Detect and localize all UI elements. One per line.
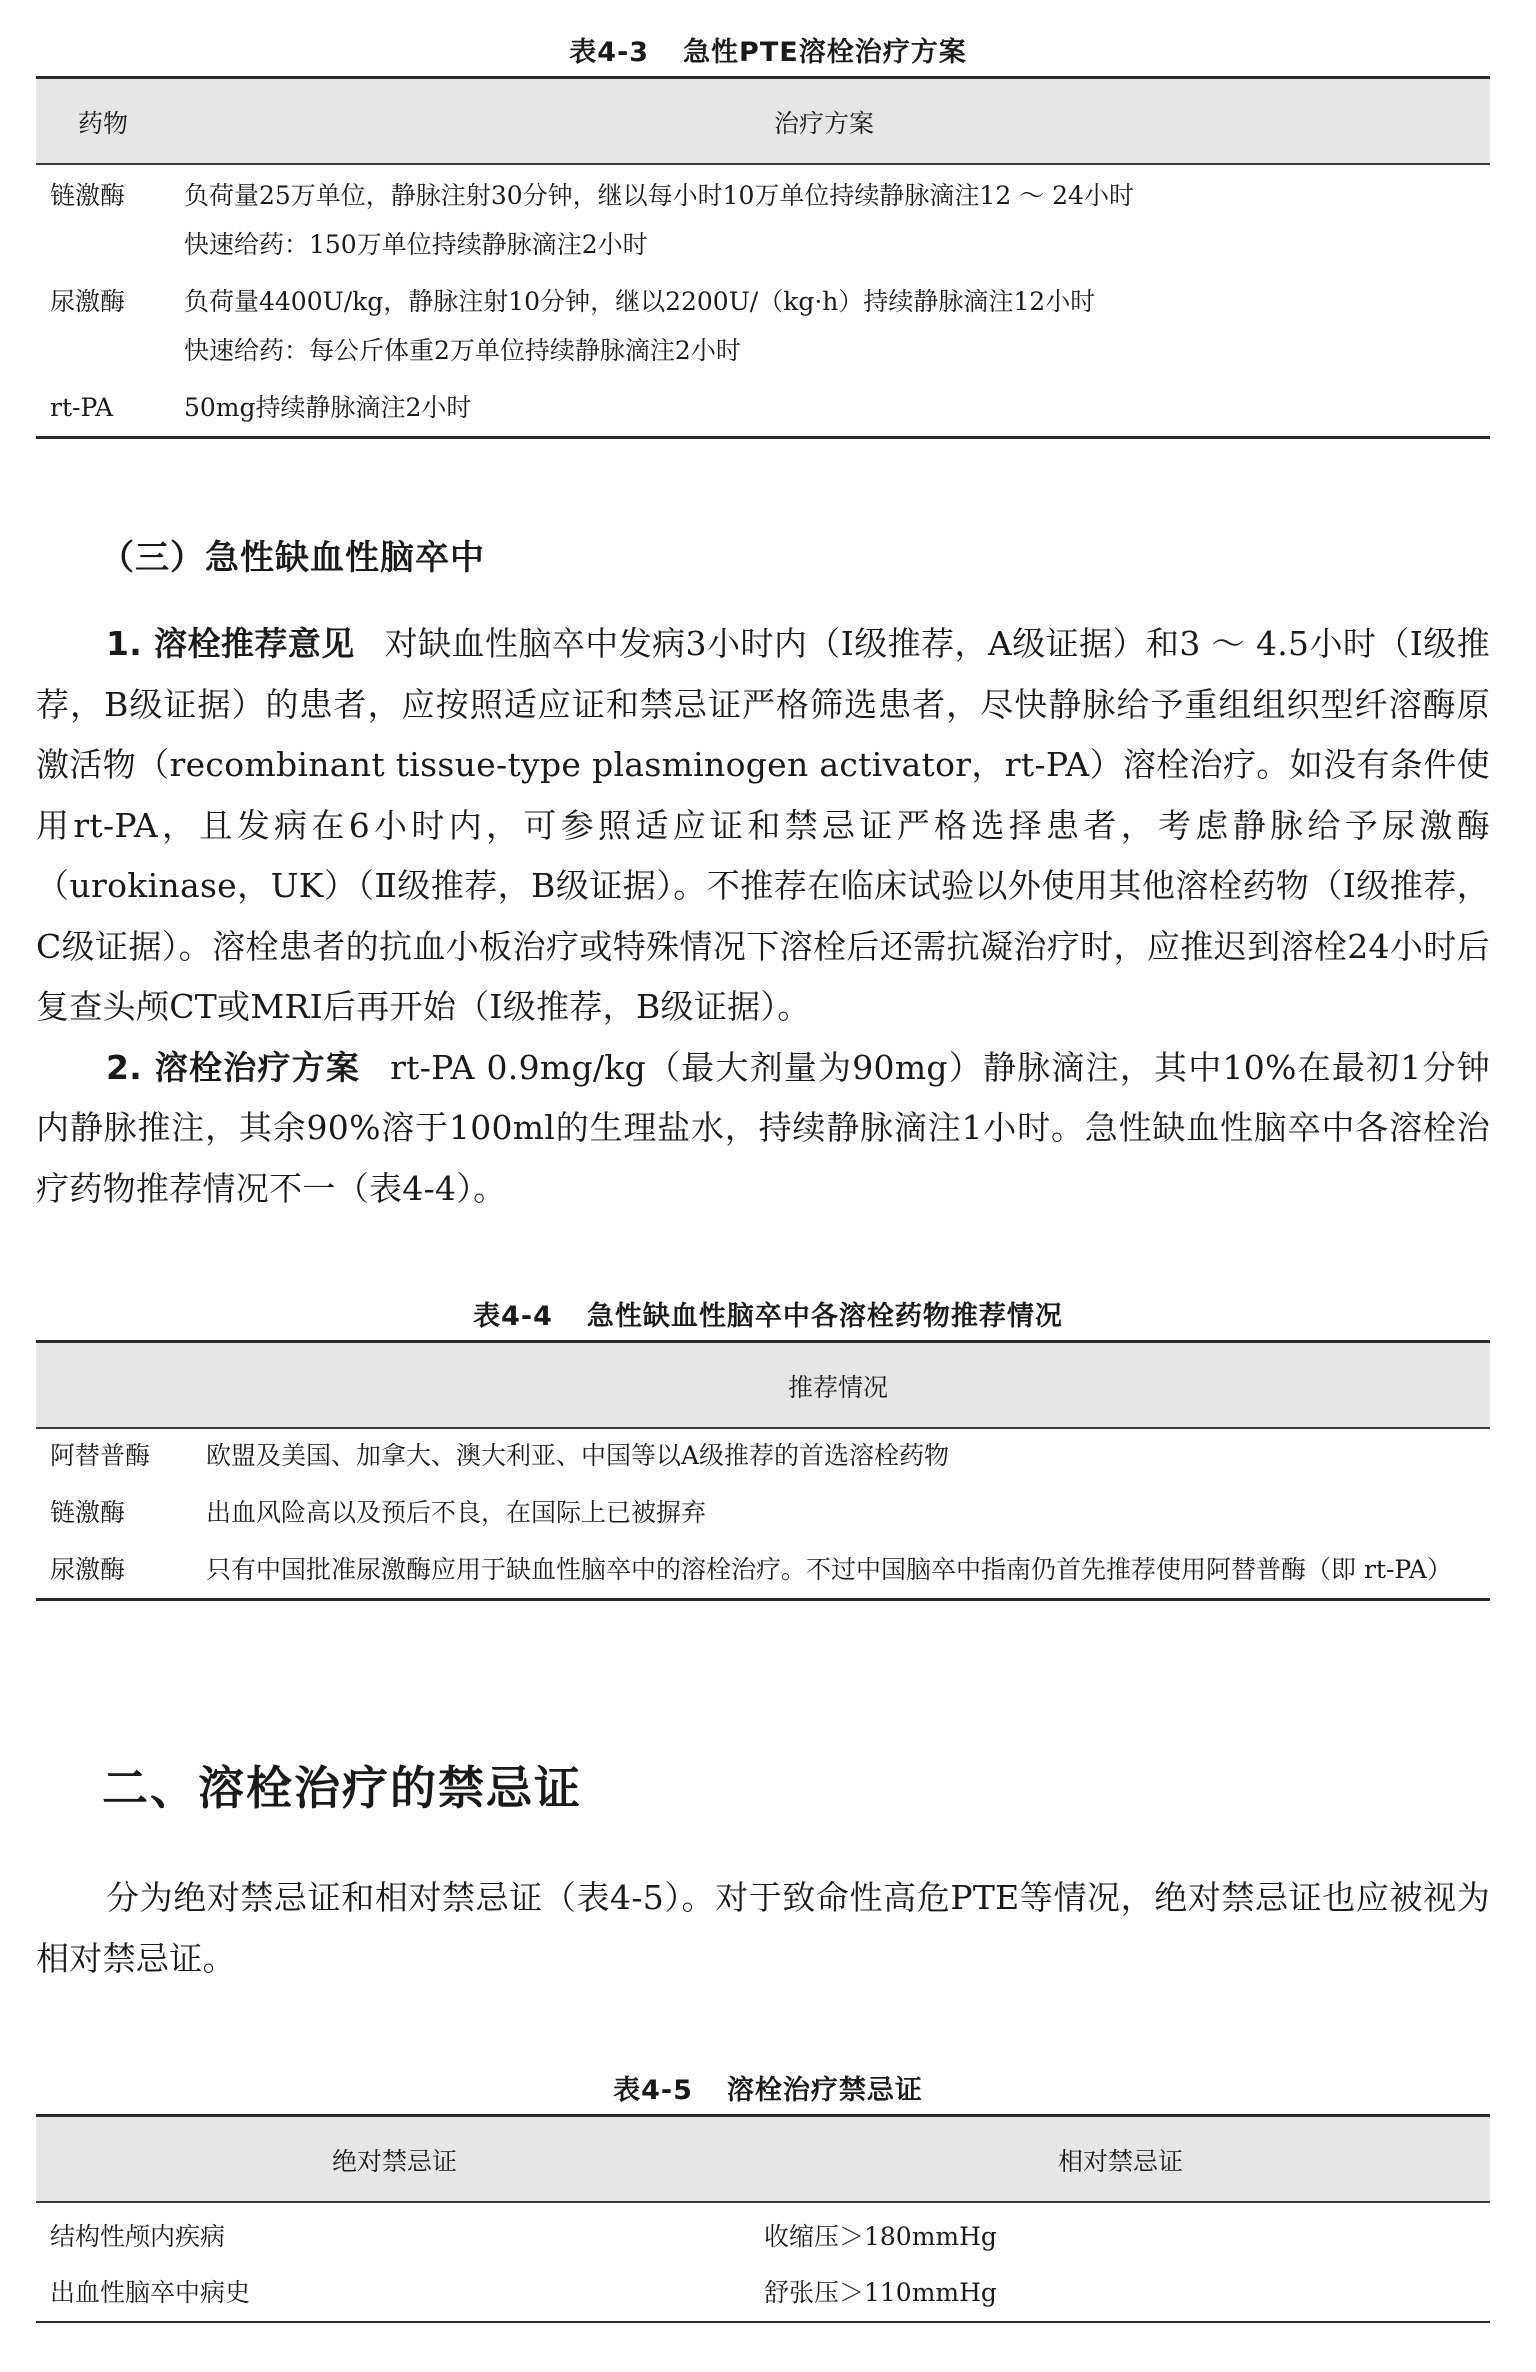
- table-4-4-caption: [0, 1294, 1536, 1333]
- caption-number: 表4-3: [569, 37, 650, 68]
- caption-title: 急性PTE溶栓治疗方案: [683, 37, 967, 68]
- paragraph-text: rt-PA 0.9mg/kg（最大剂量为90mg）静脉滴注，其中10%在最初1分钟内静脉推注，其余90%溶于100ml的生理盐水，持续静脉滴注1小时。急性缺血性脑卒中各溶栓治疗药物推荐情况不一（表4-4）。: [36, 1047, 1490, 1208]
- section-body: [36, 614, 1490, 1219]
- recommendation-cell: 出血风险高以及预后不良，在国际上已被摒弃: [206, 1498, 707, 1527]
- section-body: [36, 1868, 1490, 1989]
- absolute-cell: 结构性颅内疾病: [50, 2222, 226, 2251]
- header-relative: 相对禁忌证: [1058, 2147, 1184, 2176]
- caption-title: 急性缺血性脑卒中各溶栓药物推荐情况: [586, 1301, 1063, 1332]
- drug-cell: 尿激酶: [50, 287, 126, 316]
- header-regimen: 治疗方案: [774, 109, 875, 138]
- table-row: [36, 171, 1490, 269]
- drug-cell: rt-PA: [50, 393, 114, 422]
- table-header: [36, 1343, 1490, 1429]
- table-row: [36, 1437, 1490, 1474]
- table-row: [36, 2209, 1490, 2265]
- drug-cell: 尿激酶: [50, 1555, 126, 1584]
- drug-cell: 阿替普酶: [50, 1441, 151, 1470]
- regimen-line: 快速给药：每公斤体重2万单位持续静脉滴注2小时: [184, 336, 741, 365]
- relative-cell: 收缩压＞180mmHg: [764, 2222, 997, 2251]
- paragraph: 分为绝对禁忌证和相对禁忌证（表4-5）。对于致命性高危PTE等情况，绝对禁忌证也应被视为相对禁忌证。: [36, 1878, 1490, 1978]
- header-drug: 药物: [78, 109, 129, 138]
- drug-cell: 链激酶: [50, 181, 126, 210]
- paragraph-text: 对缺血性脑卒中发病3小时内（Ⅰ级推荐，A级证据）和3 ～ 4.5小时（Ⅰ级推荐，B级证据）的患者，应按照适应证和禁忌证严格筛选患者，尽快静脉给予重组组织型纤溶酶原激活物（recombinant tissue-type plasminogen activator，rt-PA）溶栓治疗。如没有条件使用rt-PA，且发病在6小时内，可参照适应证和禁忌证严格选择患者，考虑静脉给予尿激酶（urokinase，UK）（Ⅱ级推荐，B级证据）。不推荐在临床试验以外使用其他溶栓药物（Ⅰ级推荐，C级证据）。溶栓患者的抗血小板治疗或特殊情况下溶栓后还需抗凝治疗时，应推迟到溶栓24小时后复查头颅CT或MRI后再开始（Ⅰ级推荐，B级证据）。: [36, 624, 1490, 1026]
- regimen-line: 负荷量25万单位，静脉注射30分钟，继以每小时10万单位持续静脉滴注12 ～ 24小时: [184, 181, 1134, 210]
- table-row: [36, 277, 1490, 375]
- caption-title: 溶栓治疗禁忌证: [726, 2075, 923, 2106]
- header-absolute: 绝对禁忌证: [332, 2147, 458, 2176]
- paragraph: [36, 614, 1490, 1038]
- regimen-line: 50mg持续静脉滴注2小时: [184, 393, 472, 422]
- header-recommendation: 推荐情况: [788, 1373, 889, 1402]
- recommendation-cell: 只有中国批准尿激酶应用于缺血性脑卒中的溶栓治疗。不过中国脑卒中指南仍首先推荐使用阿替普酶（即 rt-PA）: [206, 1555, 1452, 1584]
- table-4-3-caption: [0, 30, 1536, 69]
- paragraph-label: 1. 溶栓推荐意见: [106, 624, 355, 663]
- table-4-4: [36, 1340, 1490, 1601]
- table-row: [36, 2265, 1490, 2321]
- drug-cell: 链激酶: [50, 1498, 126, 1527]
- table-4-3: [36, 76, 1490, 439]
- table-4-5-caption: [0, 2068, 1536, 2107]
- table-body: [36, 1429, 1490, 1598]
- table-body: [36, 165, 1490, 436]
- caption-number: 表4-4: [473, 1301, 553, 1332]
- table-row: [36, 1551, 1490, 1588]
- chapter-heading: 二、溶栓治疗的禁忌证: [102, 1761, 582, 1815]
- table-header: [36, 2117, 1490, 2203]
- recommendation-cell: 欧盟及美国、加拿大、澳大利亚、中国等以A级推荐的首选溶栓药物: [206, 1441, 950, 1470]
- absolute-cell: 出血性脑卒中病史: [50, 2278, 251, 2307]
- table-header: [36, 79, 1490, 165]
- regimen-line: 负荷量4400U/kg，静脉注射10分钟，继以2200U/（kg·h）持续静脉滴注12小时: [184, 287, 1096, 316]
- table-4-5: [36, 2114, 1490, 2323]
- paragraph-label: 2. 溶栓治疗方案: [106, 1047, 361, 1087]
- table-body: [36, 2203, 1490, 2321]
- table-row: [36, 1494, 1490, 1531]
- relative-cell: 舒张压＞110mmHg: [764, 2278, 997, 2307]
- section-heading: （三）急性缺血性脑卒中: [100, 538, 485, 578]
- paragraph: [36, 1038, 1490, 1220]
- regimen-line: 快速给药：150万单位持续静脉滴注2小时: [184, 230, 648, 259]
- caption-number: 表4-5: [613, 2075, 693, 2106]
- table-row: [36, 383, 1490, 432]
